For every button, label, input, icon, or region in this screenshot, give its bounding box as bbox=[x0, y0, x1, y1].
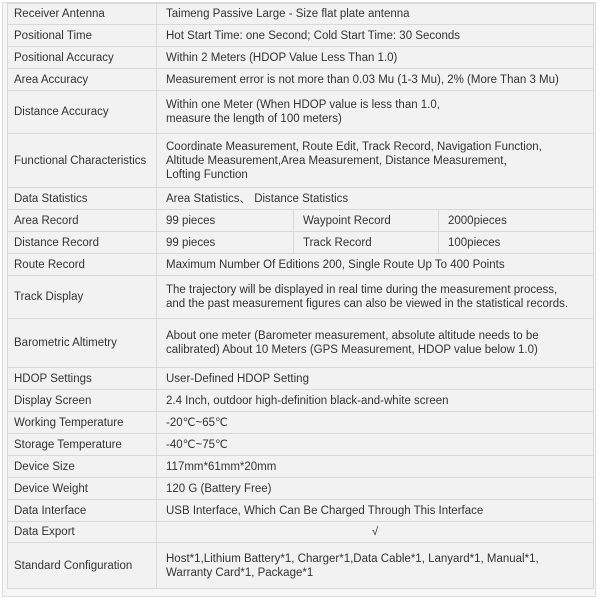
spec-label: Working Temperature bbox=[8, 412, 157, 434]
spec-value: User-Defined HDOP Setting bbox=[157, 368, 594, 390]
spec-value-secondary: 100pieces bbox=[439, 232, 594, 254]
row-standard-configuration bbox=[8, 543, 594, 589]
spec-label: Area Record bbox=[8, 210, 157, 232]
row-receiver-antenna bbox=[8, 4, 594, 25]
spec-value bbox=[157, 543, 594, 589]
row-device-weight bbox=[8, 478, 594, 500]
spec-value-line: and the past measurement figures can also be viewed in the statistical records. bbox=[166, 298, 569, 310]
spec-value-line: Within one Meter (When HDOP value is less than 1.0, bbox=[166, 99, 440, 111]
row-data-export bbox=[8, 522, 594, 543]
spec-value: -40℃~75℃ bbox=[157, 434, 594, 456]
row-hdop-settings bbox=[8, 368, 594, 390]
spec-value-line: measure the length of 100 meters) bbox=[166, 113, 342, 125]
spec-value-line: calibrated) About 10 Meters (GPS Measurement, HDOP value below 1.0) bbox=[166, 344, 538, 356]
spec-label: Storage Temperature bbox=[8, 434, 157, 456]
spec-value-secondary: 2000pieces bbox=[439, 210, 594, 232]
row-positional-time bbox=[8, 25, 594, 47]
spec-label: Device Weight bbox=[8, 478, 157, 500]
spec-label: Route Record bbox=[8, 254, 157, 276]
spec-label: Area Accuracy bbox=[8, 69, 157, 91]
spec-value: Hot Start Time: one Second; Cold Start Time: 30 Seconds bbox=[157, 25, 594, 47]
row-distance-record bbox=[8, 232, 594, 254]
spec-label-secondary: Waypoint Record bbox=[294, 210, 439, 232]
spec-value: Within 2 Meters (HDOP Value Less Than 1.0) bbox=[157, 47, 594, 69]
spec-label: HDOP Settings bbox=[8, 368, 157, 390]
spec-label: Functional Characteristics bbox=[8, 134, 157, 188]
row-display-screen bbox=[8, 390, 594, 412]
row-track-display bbox=[8, 276, 594, 319]
spec-label: Positional Time bbox=[8, 25, 157, 47]
row-working-temperature bbox=[8, 412, 594, 434]
row-route-record bbox=[8, 254, 594, 276]
spec-value: 99 pieces bbox=[157, 232, 294, 254]
spec-value bbox=[157, 91, 594, 134]
spec-label-secondary: Track Record bbox=[294, 232, 439, 254]
spec-value: 99 pieces bbox=[157, 210, 294, 232]
spec-value: 120 G (Battery Free) bbox=[157, 478, 594, 500]
row-functional-characteristics bbox=[8, 134, 594, 188]
spec-value: Maximum Number Of Editions 200, Single Route Up To 400 Points bbox=[157, 254, 594, 276]
spec-label: Display Screen bbox=[8, 390, 157, 412]
spec-value bbox=[157, 134, 594, 188]
spec-label: Device Size bbox=[8, 456, 157, 478]
row-distance-accuracy bbox=[8, 91, 594, 134]
checkmark-icon: √ bbox=[157, 522, 594, 543]
spec-value: Measurement error is not more than 0.03 Mu (1-3 Mu), 2% (More Than 3 Mu) bbox=[157, 69, 594, 91]
spec-label: Distance Accuracy bbox=[8, 91, 157, 134]
spec-value-line: Warranty Card*1, Package*1 bbox=[166, 566, 314, 579]
spec-value-line: Lofting Function bbox=[166, 168, 248, 181]
spec-label: Track Display bbox=[8, 276, 157, 319]
spec-value-line: Altitude Measurement,Area Measurement, Distance Measurement， bbox=[166, 154, 515, 167]
spec-label: Positional Accuracy bbox=[8, 47, 157, 69]
spec-value: Area Statistics、 Distance Statistics bbox=[157, 188, 594, 210]
spec-label: Standard Configuration bbox=[8, 543, 157, 589]
spec-label: Data Export bbox=[8, 522, 157, 543]
row-area-record bbox=[8, 210, 594, 232]
spec-label: Distance Record bbox=[8, 232, 157, 254]
spec-value: Taimeng Passive Large - Size flat plate antenna bbox=[157, 4, 594, 25]
row-area-accuracy bbox=[8, 69, 594, 91]
spec-value-line: Host*1,Lithium Battery*1, Charger*1,Data Cable*1, Lanyard*1, Manual*1, bbox=[166, 552, 539, 565]
spec-value-line: About one meter (Barometer measurement, absolute altitude needs to be bbox=[166, 330, 539, 342]
spec-label: Receiver Antenna bbox=[8, 4, 157, 25]
spec-value: USB Interface, Which Can Be Charged Through This Interface bbox=[157, 500, 594, 522]
row-data-statistics bbox=[8, 188, 594, 210]
spec-value: 2.4 Inch, outdoor high-definition black-and-white screen bbox=[157, 390, 594, 412]
spec-label: Data Statistics bbox=[8, 188, 157, 210]
spec-value: -20℃~65℃ bbox=[157, 412, 594, 434]
spec-value-line: The trajectory will be displayed in real time during the measurement process, bbox=[166, 284, 558, 296]
spec-label: Barometric Altimetry bbox=[8, 319, 157, 368]
spec-value bbox=[157, 319, 594, 368]
spec-value bbox=[157, 276, 594, 319]
row-data-interface bbox=[8, 500, 594, 522]
row-barometric-altimetry bbox=[8, 319, 594, 368]
spec-value-line: Coordinate Measurement, Route Edit, Track Record, Navigation Function, bbox=[166, 140, 542, 153]
row-storage-temperature bbox=[8, 434, 594, 456]
spec-table bbox=[7, 3, 594, 589]
spec-value: 117mm*61mm*20mm bbox=[157, 456, 594, 478]
row-device-size bbox=[8, 456, 594, 478]
spec-label: Data Interface bbox=[8, 500, 157, 522]
row-positional-accuracy bbox=[8, 47, 594, 69]
